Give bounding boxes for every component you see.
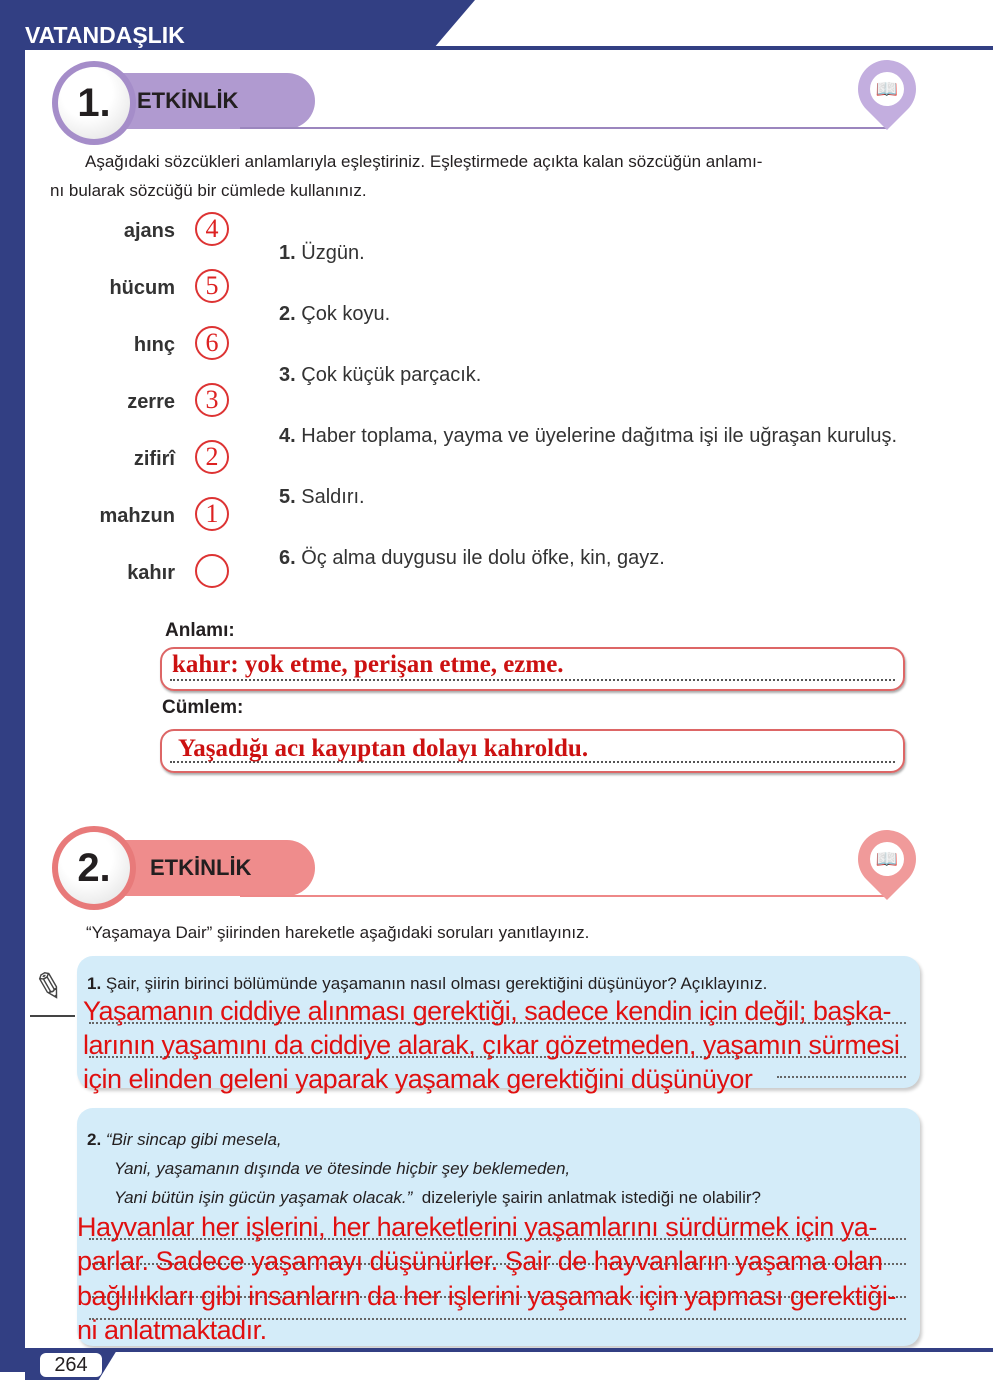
instruction-line2: nı bularak sözcüğü bir cümlede kullanınız.: [50, 181, 367, 200]
book-pin: [846, 48, 928, 130]
word-item: mahzun: [99, 505, 175, 527]
q2-question: dizeleriyle şairin anlatmak istediği ne olabilir?: [421, 1188, 761, 1207]
meaning-number: 5.: [279, 486, 296, 508]
question2-box: [77, 1108, 920, 1346]
meaning-item: [279, 242, 365, 265]
footer-line: [25, 1348, 993, 1352]
meaning-number: 2.: [279, 303, 296, 325]
word-item: hınç: [133, 334, 175, 356]
meaning-number: 1.: [279, 242, 296, 264]
meaning-item: [279, 364, 481, 387]
sentence-answer: Yaşadığı acı kayıptan dolayı kahroldu.: [178, 735, 589, 762]
q1-answer-line: için elinden geleni yaparak yaşamak gerektiğini düşünüyor: [83, 1064, 753, 1094]
activity1-rule: [240, 127, 886, 129]
activity2-rule: [240, 895, 886, 897]
meaning-text: Öç alma duygusu ile dolu öfke, kin, gayz.: [301, 547, 665, 569]
meaning-text: Saldırı.: [301, 486, 365, 508]
q2-answer-line: parlar. Sadece yaşamayı düşünürler. Şair de hayvanların yaşama olan: [77, 1246, 883, 1276]
meaning-label: Anlamı:: [165, 620, 235, 641]
match-number-circle: 2: [195, 440, 229, 474]
activity2-title: ETKİNLİK: [150, 855, 252, 880]
activity2-number: 2.: [58, 832, 130, 904]
meaning-box: [160, 647, 905, 691]
meaning-number: 6.: [279, 547, 296, 569]
meaning-item: [279, 303, 390, 326]
q1-answer-line: Yaşamanın ciddiye alınması gerektiği, sadece kendin için değil; başka-: [83, 996, 891, 1026]
left-color-bar: [0, 0, 25, 1372]
header-line: [430, 46, 993, 50]
q2-verse3: Yani bütün işin gücün yaşamak olacak.”: [114, 1188, 413, 1207]
match-number-circle: 3: [195, 383, 229, 417]
q1-text: Şair, şiirin birinci bölümünde yaşamanın nasıl olması gerektiğini düşünüyor? Açıklayınız.: [105, 974, 768, 993]
instruction-line1: Aşağıdaki sözcükleri anlamlarıyla eşleştiriniz. Eşleştirmede açıkta kalan sözcüğün anlamı-: [85, 152, 763, 171]
meaning-answer: kahır: yok etme, perişan etme, ezme.: [172, 651, 564, 678]
meaning-item: [279, 486, 365, 509]
q2-number: 2.: [87, 1130, 102, 1149]
pencil-icon: ✎: [29, 962, 70, 1011]
q1-answer-line: larının yaşamını da ciddiye alarak, çıkar gözetmeden, yaşamın sürmesi: [83, 1030, 900, 1060]
q2-verse2: Yani, yaşamanın dışında ve ötesinde hiçbir şey beklemeden,: [114, 1159, 571, 1178]
activity2-instruction: “Yaşamaya Dair” şiirinden hareketle aşağıdaki soruları yanıtlayınız.: [86, 923, 590, 942]
q2-answer-line: ni anlatmaktadır.: [77, 1315, 267, 1345]
meaning-number: 3.: [279, 364, 296, 386]
book-icon: 📖: [870, 842, 904, 876]
question1-box: [77, 956, 920, 1094]
book-icon: 📖: [870, 72, 904, 106]
word-item: zerre: [127, 391, 175, 413]
activity1-title: ETKİNLİK: [137, 88, 239, 113]
q2-answer-line: bağlılıkları gibi insanların da her işlerini yaşamak için yapması gerektiği-: [77, 1281, 896, 1311]
meaning-item: [279, 425, 897, 448]
section-title: VATANDAŞLIK: [25, 22, 185, 48]
page-number: 264: [40, 1353, 102, 1377]
meaning-text: Çok koyu.: [301, 303, 391, 325]
match-number-circle: 4: [195, 212, 229, 246]
match-number-circle: 6: [195, 326, 229, 360]
meaning-number: 4.: [279, 425, 296, 447]
sentence-label: Cümlem:: [162, 697, 244, 718]
word-item: hücum: [109, 277, 175, 299]
meaning-text: Haber toplama, yayma ve üyelerine dağıtma işi ile uğraşan kuruluş.: [301, 425, 898, 447]
q2-answer-line: Hayvanlar her işlerini, her hareketlerini yaşamlarını sürdürmek için ya-: [77, 1212, 877, 1242]
word-item: zifirî: [133, 448, 175, 470]
sentence-box: [160, 729, 905, 773]
match-number-circle: 1: [195, 497, 229, 531]
word-item: kahır: [127, 562, 175, 584]
q2-verse1: “Bir sincap gibi mesela,: [105, 1130, 282, 1149]
activity1-number: 1.: [58, 67, 130, 139]
pencil-rule: [30, 1015, 75, 1017]
book-pin-2: [846, 818, 928, 900]
q1-number: 1.: [87, 974, 102, 993]
meaning-text: Çok küçük parçacık.: [301, 364, 482, 386]
meaning-text: Üzgün.: [301, 242, 365, 264]
match-number-circle: 5: [195, 269, 229, 303]
meaning-item: [279, 547, 665, 570]
match-number-circle: [195, 554, 229, 588]
word-item: ajans: [123, 220, 175, 242]
